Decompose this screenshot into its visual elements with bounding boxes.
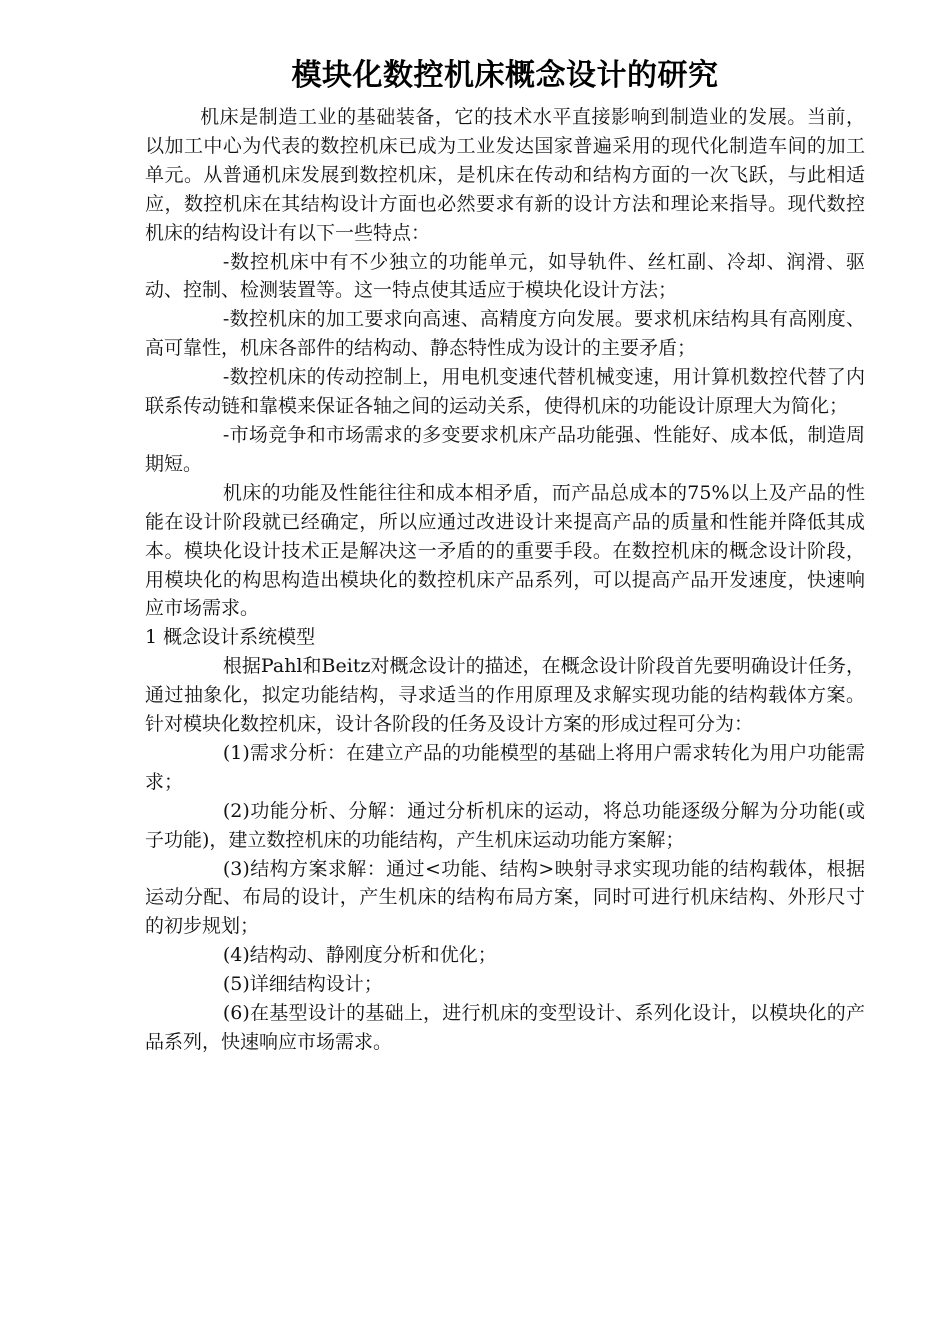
document-page [145, 50, 865, 1057]
step-item-2: (2)功能分析、分解：通过分析机床的运动，将总功能逐级分解为分功能(或子功能)，建立数控机床的功能结构，产生机床运动功能方案解； [145, 799, 865, 851]
step-item-4: (4)结构动、静刚度分析和优化； [222, 944, 497, 967]
feature-item-4: -市场竞争和市场需求的多变要求机床产品功能强、性能好、成本低，制造周期短。 [145, 423, 865, 475]
feature-item-3: -数控机床的传动控制上，用电机变速代替机械变速，用计算机数控代替了内联系传动链和靠模来保证各轴之间的运动关系，使得机床的功能设计原理大为简化； [145, 366, 865, 418]
intro-paragraph: 机床是制造工业的基础装备，它的技术水平直接影响到制造业的发展。当前，以加工中心为代表的数控机床已成为工业发达国家普遍采用的现代化制造车间的加工单元。从普通机床发展到数控机床，是机床在传动和结构方面的一次飞跃，与此相适应，数控机床在其结构设计方面也必然要求有新的设计方法和理论来指导。现代数控机床的结构设计有以下一些特点： [145, 106, 865, 244]
cost-paragraph: 机床的功能及性能往往和成本相矛盾，而产品总成本的75%以上及产品的性能在设计阶段就已经确定，所以应通过改进设计来提高产品的质量和性能并降低其成本。模块化设计技术正是解决这一矛盾的的重要手段。在数控机床的概念设计阶段，用模块化的构思构造出模块化的数控机床产品系列，可以提高产品开发速度，快速响应市场需求。 [145, 481, 865, 620]
feature-item-1: -数控机床中有不少独立的功能单元，如导轨件、丝杠副、冷却、润滑、驱动、控制、检测装置等。这一特点使其适应于模块化设计方法； [145, 250, 865, 302]
section-1-heading: 1 概念设计系统模型 [145, 626, 316, 649]
document-title: 模块化数控机床概念设计的研究 [291, 58, 719, 93]
feature-item-2: -数控机床的加工要求向高速、高精度方向发展。要求机床结构具有高刚度、高可靠性，机床各部件的结构动、静态特性成为设计的主要矛盾； [145, 308, 865, 360]
step-item-3: (3)结构方案求解：通过<功能、结构>映射寻求实现功能的结构载体，根据运动分配、布局的设计，产生机床的结构布局方案，同时可进行机床结构、外形尺寸的初步规划； [145, 857, 865, 938]
step-item-1: (1)需求分析：在建立产品的功能模型的基础上将用户需求转化为用户功能需求； [145, 741, 865, 793]
step-item-5: (5)详细结构设计； [222, 973, 383, 996]
section-1-intro: 根据Pahl和Beitz对概念设计的描述，在概念设计阶段首先要明确设计任务，通过抽象化，拟定功能结构，寻求适当的作用原理及求解实现功能的结构载体方案。针对模块化数控机床，设计各阶段的任务及设计方案的形成过程可分为： [145, 655, 865, 736]
step-item-6: (6)在基型设计的基础上，进行机床的变型设计、系列化设计，以模块化的产品系列，快速响应市场需求。 [145, 1002, 865, 1053]
